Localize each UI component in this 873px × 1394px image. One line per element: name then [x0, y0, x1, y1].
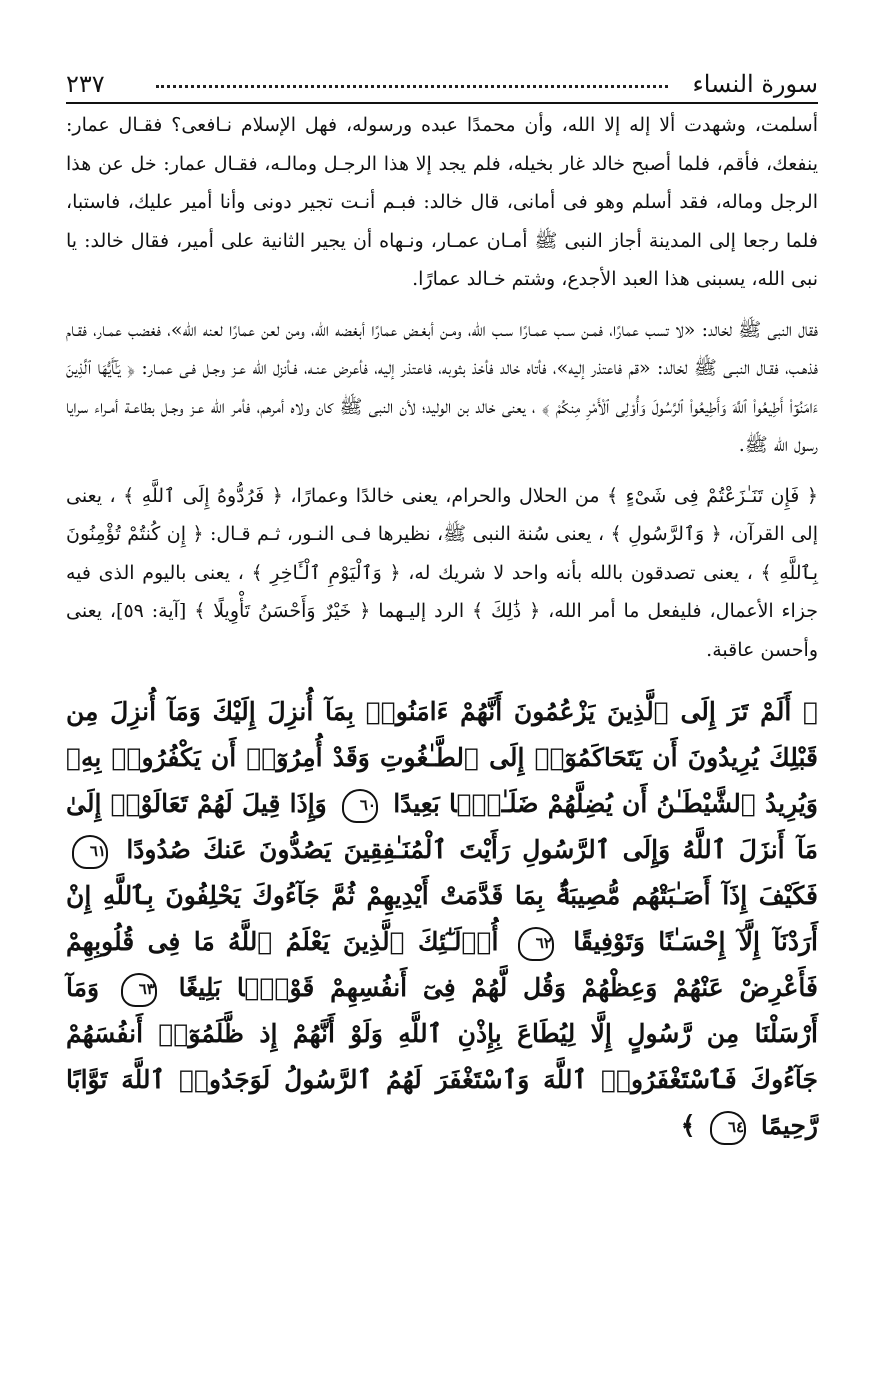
page-number: ٢٣٧ — [66, 70, 105, 98]
verse-text: ﴿ أَلَمْ تَرَ إِلَى ٱلَّذِينَ يَزْعُمُونَ أَنَّهُمْ ءَامَنُوا۟ بِمَآ أُنزِلَ إِلَيْكَ وَمَآ أُنزِلَ مِن قَبْلِكَ يُرِيدُونَ أَن يَتَحَاكَمُوٓا۟ إِلَى ٱلطَّـٰغُوتِ وَقَدْ أُمِرُوٓا۟ أَن يَكْفُرُوا۟ بِهِۦ وَيُرِيدُ ٱلشَّيْطَـٰنُ أَن يُضِلَّهُمْ ضَلَـٰلًۢا بَعِيدًا — [66, 697, 818, 818]
surah-title: سورة النساء — [692, 70, 818, 98]
quran-verses-block — [66, 689, 818, 1149]
page-header — [66, 50, 818, 102]
paragraph-3: ﴿ فَإِن تَنَـٰزَعْتُمْ فِى شَىْءٍ ﴾ من الحلال والحرام، يعنى خالدًا وعمارًا، ﴿ فَرُدُّوهُ إِلَى ٱللَّهِ ﴾ ، يعنى إلى القرآن، ﴿ وَٱلرَّسُولِ ﴾ ، يعنى سُنة النبى ﷺ، نظيرها فـى النـور، ثـم قـال: ﴿ إِن كُنتُمْ تُؤْمِنُونَ بِٱللَّهِ ﴾ ، يعنى تصدقون بالله بأنه واحد لا شريك له، ﴿ وَٱلْيَوْمِ ٱلْـَٔاخِرِ ﴾ ، يعنى باليوم الذى فيه جزاء الأعمال، فليفعل ما أمر الله، ﴿ ذَٰلِكَ ﴾ الرد إليـهما ﴿ خَيْرٌ وَأَحْسَنُ تَأْوِيلًا ﴾ [آية: ٥٩]، يعنى وأحسن عاقبة. — [66, 484, 818, 661]
header-rule — [66, 102, 818, 104]
verse-number-marker: ٦٠ — [342, 789, 378, 823]
verse-text: أُو۟لَـٰٓئِكَ ٱلَّذِينَ يَعْلَمُ ٱللَّهُ مَا فِى قُلُوبِهِمْ فَأَعْرِضْ عَنْهُمْ وَعِظْهُمْ وَقُل لَّهُمْ فِىٓ أَنفُسِهِمْ قَوْلًۢا بَلِيغًا — [66, 927, 818, 1002]
verse-text: وَإِذَا قِيلَ لَهُمْ تَعَالَوْا۟ إِلَىٰ مَآ أَنزَلَ ٱللَّهُ وَإِلَى ٱلرَّسُولِ رَأَيْتَ ٱلْمُنَـٰفِقِينَ يَصُدُّونَ عَنكَ صُدُودًا — [66, 789, 818, 864]
header-dotted-leader — [156, 85, 668, 88]
verse-number-marker: ٦٢ — [518, 927, 554, 961]
verse-number-marker: ٦٣ — [121, 973, 157, 1007]
verse-number-marker: ٦٤ — [710, 1111, 746, 1145]
verse-number-marker: ٦١ — [72, 835, 108, 869]
paragraph-2: فقال النبى ﷺ لخالد: «لا تسب عمارًا، فمـن سـب عمـارًا سـب الله، ومـن أبغـض عمارًا أبغضه الله، ومن لعن عمارًا لعنه الله»، فغضب عمـار، فقـام فذهـب، فقـال النبـى ﷺ لخالد: «قم فاعتذر إليه»، فأتاه خالد فأخذ بثوبه، فاعتذر إليه، فأعرض عنـه، فـأنزل الله عـز وجـل فـى عمـار: ﴿ يَـٰٓأَيُّهَا ٱلَّذِينَ ءَامَنُوٓا۟ أَطِيعُوا۟ ٱللَّهَ وَأَطِيعُوا۟ ٱلرَّسُولَ وَأُو۟لِى ٱلْأَمْرِ مِنكُمْ ﴾ ، يعنى خالد بن الوليد؛ لأن النبى ﷺ كان ولاه أمرهم، فأمر الله عـز وجـل بطاعـة أمـراء سرايا رسول الله ﷺ. — [66, 318, 818, 456]
verse-text: فَكَيْفَ إِذَآ أَصَـٰبَتْهُم مُّصِيبَةٌۢ بِمَا قَدَّمَتْ أَيْدِيهِمْ ثُمَّ جَآءُوكَ يَحْلِفُونَ بِٱللَّهِ إِنْ أَرَدْنَآ إِلَّآ إِحْسَـٰنًا وَتَوْفِيقًا — [66, 881, 818, 956]
verse-text: وَمَآ أَرْسَلْنَا مِن رَّسُولٍ إِلَّا لِيُطَاعَ بِإِذْنِ ٱللَّهِ وَلَوْ أَنَّهُمْ إِذ ظَّلَمُوٓا۟ أَنفُسَهُمْ جَآءُوكَ فَٱسْتَغْفَرُوا۟ ٱللَّهَ وَٱسْتَغْفَرَ لَهُمُ ٱلرَّسُولُ لَوَجَدُوا۟ ٱللَّهَ تَوَّابًا رَّحِيمًا — [66, 973, 818, 1140]
closing-bracket: ﴾ — [680, 1111, 696, 1140]
paragraph-1: أسلمت، وشهدت ألا إله إلا الله، وأن محمدًا عبده ورسوله، فهل الإسلام نـافعى؟ فقـال عمار: ينفعك، فأقم، فلما أصبح خالد غار بخيله، فلم يجد إلا هذا الرجـل ومالـه، فقـال عمار: خل عن هذا الرجل وماله، فقد أسلم وهو فى أمانى، قال خالد: فبـم أنـت تجير دونى وأنا أمير عليك، فاستبا، فلما رجعا إلى المدينة أجاز النبى ﷺ أمـان عمـار، ونـهاه أن يجير الثانية على أمير، فقال خالد: يا نبى الله، يسبنى هذا العبد الأجدع، وشتم خـالد عمارًا. — [66, 114, 818, 290]
page — [66, 50, 818, 1149]
